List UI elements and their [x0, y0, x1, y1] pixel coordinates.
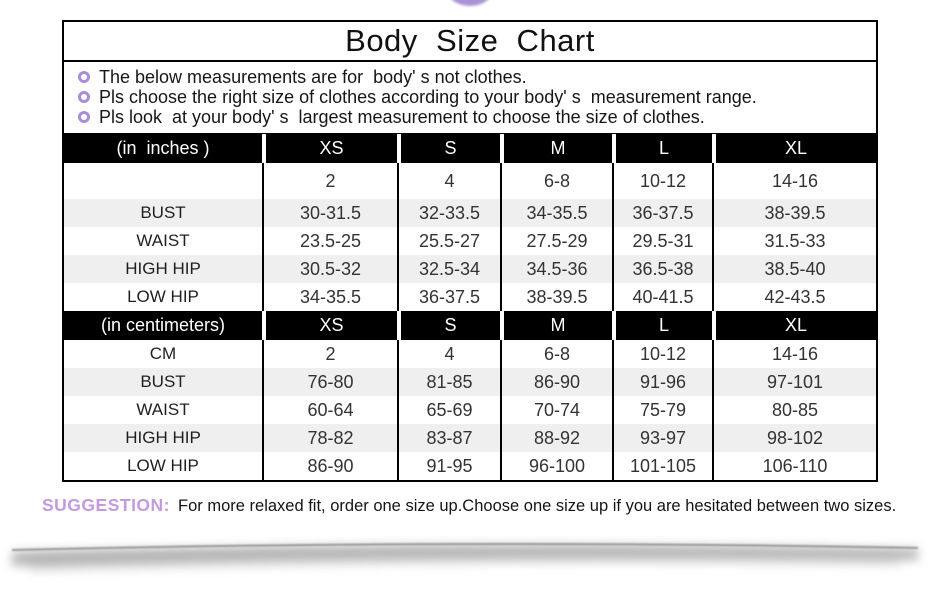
note-text: Pls look at your body' s largest measurement to choose the size of clothes. — [99, 106, 705, 127]
size-cell: 34.5-36 — [500, 255, 612, 283]
table-row — [64, 227, 876, 255]
page-title: Body Size Chart — [345, 23, 595, 58]
size-cell: 23.5-25 — [262, 227, 397, 255]
size-cell: 14-16 — [712, 340, 876, 368]
size-cell: 30.5-32 — [262, 255, 397, 283]
size-cell: 30-31.5 — [262, 199, 397, 227]
table-row — [64, 368, 876, 396]
size-column-header: S — [397, 311, 500, 340]
size-column-header: M — [500, 134, 612, 163]
bullet-ring-icon — [78, 71, 90, 83]
purple-dot-decoration — [446, 0, 494, 6]
size-cell: 80-85 — [712, 396, 876, 424]
unit-header-cell: (in inches ) — [64, 134, 262, 163]
size-cell: 88-92 — [500, 424, 612, 452]
size-cell: 98-102 — [712, 424, 876, 452]
note-item — [76, 87, 868, 107]
size-column-header: XL — [712, 311, 876, 340]
table-row — [64, 452, 876, 480]
table-row — [64, 163, 876, 199]
size-column-header: L — [612, 134, 712, 163]
size-cell: 10-12 — [612, 340, 712, 368]
bottom-card-shadow — [0, 536, 930, 606]
row-label: CM — [149, 344, 177, 363]
table-row — [64, 199, 876, 227]
size-cell: 91-96 — [612, 368, 712, 396]
unit-header-cell: (in centimeters) — [64, 311, 262, 340]
row-label — [64, 163, 262, 199]
size-cell: 81-85 — [397, 368, 500, 396]
size-cell: 36-37.5 — [612, 199, 712, 227]
table-row — [64, 255, 876, 283]
size-column-header: XL — [712, 134, 876, 163]
size-cell: 36.5-38 — [612, 255, 712, 283]
size-cell: 75-79 — [612, 396, 712, 424]
size-cell: 65-69 — [397, 396, 500, 424]
note-item — [76, 107, 868, 127]
size-cell: 14-16 — [712, 163, 876, 199]
row-label: LOW HIP — [127, 456, 199, 475]
size-cell: 83-87 — [397, 424, 500, 452]
inches-header-row — [64, 134, 876, 163]
row-label: WAIST — [136, 231, 190, 250]
size-cell: 2 — [262, 340, 397, 368]
size-cell: 97-101 — [712, 368, 876, 396]
row-label: WAIST — [136, 400, 190, 419]
size-cell: 60-64 — [262, 396, 397, 424]
row-label: LOW HIP — [127, 287, 199, 306]
size-cell: 42-43.5 — [712, 283, 876, 311]
table-row — [64, 340, 876, 368]
notes-list — [64, 62, 876, 133]
size-cell: 34-35.5 — [500, 199, 612, 227]
row-label: HIGH HIP — [125, 259, 201, 278]
size-cell: 76-80 — [262, 368, 397, 396]
size-cell: 93-97 — [612, 424, 712, 452]
size-cell: 96-100 — [500, 452, 612, 480]
title-bar — [64, 22, 876, 62]
suggestion-label: SUGGESTION: — [42, 495, 171, 515]
note-text: The below measurements are for body' s not clothes. — [99, 66, 527, 87]
bullet-ring-icon — [78, 111, 90, 123]
size-cell: 32-33.5 — [397, 199, 500, 227]
size-cell: 27.5-29 — [500, 227, 612, 255]
table-row — [64, 424, 876, 452]
row-label: HIGH HIP — [125, 428, 201, 447]
info-box — [62, 20, 878, 135]
size-cell: 34-35.5 — [262, 283, 397, 311]
size-column-header: M — [500, 311, 612, 340]
size-cell: 86-90 — [262, 452, 397, 480]
size-cell: 10-12 — [612, 163, 712, 199]
table-row — [64, 283, 876, 311]
size-cell: 70-74 — [500, 396, 612, 424]
bullet-ring-icon — [78, 91, 90, 103]
size-cell: 32.5-34 — [397, 255, 500, 283]
size-cell: 4 — [397, 340, 500, 368]
table-row — [64, 396, 876, 424]
centimeters-header-row — [64, 311, 876, 340]
size-cell: 86-90 — [500, 368, 612, 396]
note-text: Pls choose the right size of clothes according to your body' s measurement range. — [99, 86, 757, 107]
size-column-header: XS — [262, 311, 397, 340]
size-cell: 25.5-27 — [397, 227, 500, 255]
size-cell: 4 — [397, 163, 500, 199]
size-cell: 29.5-31 — [612, 227, 712, 255]
size-cell: 2 — [262, 163, 397, 199]
size-column-header: S — [397, 134, 500, 163]
size-cell: 6-8 — [500, 340, 612, 368]
size-chart-table — [62, 134, 878, 482]
size-cell: 38-39.5 — [500, 283, 612, 311]
size-cell: 31.5-33 — [712, 227, 876, 255]
size-cell: 38.5-40 — [712, 255, 876, 283]
row-label: BUST — [140, 203, 186, 222]
size-cell: 38-39.5 — [712, 199, 876, 227]
size-cell: 6-8 — [500, 163, 612, 199]
size-cell: 78-82 — [262, 424, 397, 452]
size-cell: 106-110 — [712, 452, 876, 480]
size-cell: 101-105 — [612, 452, 712, 480]
size-cell: 91-95 — [397, 452, 500, 480]
row-label: BUST — [140, 372, 186, 391]
suggestion-line — [42, 495, 922, 516]
size-column-header: XS — [262, 134, 397, 163]
size-cell: 36-37.5 — [397, 283, 500, 311]
suggestion-text: For more relaxed fit, order one size up.Choose one size up if you are hesitated between two sizes. — [178, 497, 897, 515]
size-column-header: L — [612, 311, 712, 340]
note-item — [76, 67, 868, 87]
size-cell: 40-41.5 — [612, 283, 712, 311]
